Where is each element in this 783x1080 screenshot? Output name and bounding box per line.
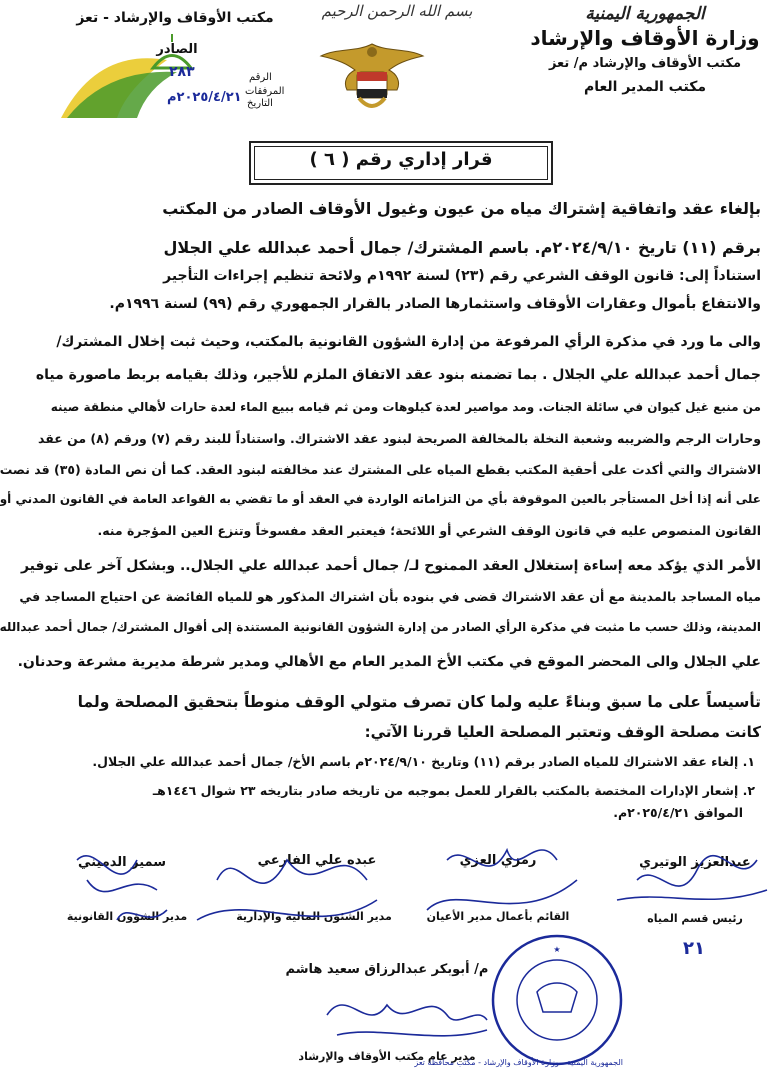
round-stamp-text: الجمهورية اليمنية - وزارة الأوقاف والإرشاد - مكتب محافظة تعز xyxy=(414,1058,623,1067)
stamp-title: مكتب الأوقاف والإرشاد - تعز xyxy=(76,10,274,26)
director-signature-graphic xyxy=(317,975,497,1050)
body-line: القانون المنصوص عليه في قانون الوقف الشرعي أو اللائحة؛ فيعتبر العقد مفسوخاً وتنزع العين المؤجرة منه. xyxy=(97,523,761,538)
signatory-role-1: رئيس قسم المياه xyxy=(647,912,743,925)
signatory-name-3: عبده علي الفارعي xyxy=(257,853,377,868)
director-name: م/ أبوبكر عبدالرزاق سعيد هاشم xyxy=(285,962,489,977)
ministry-name: وزارة الأوقاف والإرشاد xyxy=(530,26,760,50)
body-line: من منبع غيل كيوان في سائلة الجنات. ومد مواصير لعدة كيلوهات ومن ثم قيامه ببيع الماء لعدة حارات لأهالي منطقة صينه xyxy=(50,400,761,414)
stamp-outgoing: الصادر xyxy=(156,42,198,57)
stamp-number-value: ٢٨٣ xyxy=(169,64,195,80)
body-line: جمال أحمد عبدالله علي الجلال . بما تضمنه بنود عقد الاتفاق الملزم للأجير، وذلك بقيامه بربط ماصورة مياه xyxy=(35,367,761,383)
body-line: الاشتراك والتي أكدت على أحقية المكتب بقطع المياه على المشترك عند مخالفته لبنود العقد. كما أن نص المادة (٣٥) قد نصت xyxy=(0,462,761,477)
body-line: وحارات الرجم والضريبه وشعبة النخلة بالمخالفة الصريحة لبنود عقد الاشتراك. واستناداً للبند رقم (٧) ورقم (٨) من عقد xyxy=(37,431,761,446)
republic-name: الجمهورية اليمنية xyxy=(585,4,705,24)
decision-item-2-date: الموافق ٢٠٢٥/٤/٢١م. xyxy=(613,805,743,820)
letterhead xyxy=(525,4,765,95)
stamp-date-value: ٢٠٢٥/٤/٢١م xyxy=(167,90,242,105)
director-role: مدير عام مكتب الأوقاف والإرشاد xyxy=(298,1050,476,1063)
stamp-number-label: الرقم xyxy=(249,72,272,83)
signatory-name-4: سمير الدميني xyxy=(77,855,167,870)
body-line: علي الجلال والى المحضر الموقع في مكتب الأخ المدير العام مع الأهالي ومدير شرطة مديرية مشرعة وحدنان. xyxy=(17,654,761,670)
office-name: مكتب المدير العام xyxy=(583,79,707,95)
subject-line-1: بإلغاء عقد واتفاقية إشتراك مياه من عيون وغيول الأوقاف الصادر من المكتب xyxy=(162,199,761,218)
body-line: المدينة، وذلك حسب ما مثبت في مذكرة الرأي الصادر من إدارة الشؤون القانونية المستندة إلى أقوال المشترك/ جمال أحمد عبدالله xyxy=(0,620,761,634)
body-line: والانتفاع بأموال وعقارات الأوقاف واستثمارها الصادر بالقرار الجمهوري رقم (٩٩) لسنة ١٩٩٦م. xyxy=(109,296,761,312)
handwritten-signatures-graphic xyxy=(17,820,783,960)
stamp-attachments-label: المرفقات xyxy=(245,86,285,97)
body-line: على أنه إذا أخل المستأجر بالعين الموقوفة بأي من التزاماته الواردة في العقد أو ما تقضي به القواعد العامة في القانون المدني أو xyxy=(0,492,761,506)
basmala: بسم الله الرحمن الرحيم xyxy=(321,2,473,20)
conclusion-line-2: كانت مصلحة الوقف وتعتبر المصلحة العليا قررنا الآتي: xyxy=(364,723,761,741)
body-line: والى ما ورد في مذكرة الرأي المرفوعة من إدارة الشؤون القانونية بالمكتب، وحيث ثبت إخلال المشترك/ xyxy=(56,334,761,350)
branch-name: مكتب الأوقاف والإرشاد م/ تعز xyxy=(548,56,742,71)
signatory-name-1: عبدالعزيز الوتيري xyxy=(639,855,751,870)
body-line: الأمر الذي يؤكد معه إساءة إستغلال العقد الممنوح لـ/ جمال أحمد عبدالله علي الجلال.. وبشكل آخر على توفير xyxy=(20,558,761,574)
svg-text:★: ★ xyxy=(553,945,561,954)
handwritten-note: ٢١ xyxy=(683,938,705,959)
signatory-role-2: القائم بأعمال مدير الأعيان xyxy=(426,910,570,923)
decision-item-2: ٢. إشعار الإدارات المختصة بالمكتب بالقرار للعمل بموجبه من تاريخه صادر بتاريخه ٢٣ شوال ١٤٤٦هـ xyxy=(152,783,755,798)
decision-item-1: ١. إلغاء عقد الاشتراك للمياه الصادر برقم (١١) وتاريخ ٢٠٢٤/٩/١٠م باسم الأخ/ جمال أحمد عبدالله علي الجلال. xyxy=(92,754,755,769)
signatory-role-3: مدير الشئون المالية والإدارية xyxy=(236,910,392,923)
subject-line-2: برقم (١١) تاريخ ٢٠٢٤/٩/١٠م. باسم المشترك/ جمال أحمد عبدالله علي الجلال xyxy=(163,238,761,257)
official-round-stamp-icon xyxy=(414,930,627,1070)
signatory-role-4: مدير الشؤون القانونية xyxy=(66,910,188,923)
signatory-name-2: رمزي العزي xyxy=(459,853,537,868)
decision-title: قرار إداري رقم ( ٦ ) xyxy=(309,149,493,170)
conclusion-line-1: تأسيساً على ما سبق وبناءً عليه ولما كان تصرف متولي الوقف منوطاً بتحقيق المصلحة ولما xyxy=(77,693,761,711)
eagle-emblem-icon xyxy=(317,34,427,124)
body-line: استناداً إلى: قانون الوقف الشرعي رقم (٢٣) لسنة ١٩٩٢م ولائحة تنظيم إجراءات التأجير xyxy=(163,268,761,284)
body-line: مياه المساجد بالمدينة مع أن عقد الاشتراك قضى في بنوده بأن اشتراك المذكور هو للمياه الفائضة عن احتياج المساجد في xyxy=(19,589,761,604)
stamp-date-label: التاريخ xyxy=(247,98,273,109)
